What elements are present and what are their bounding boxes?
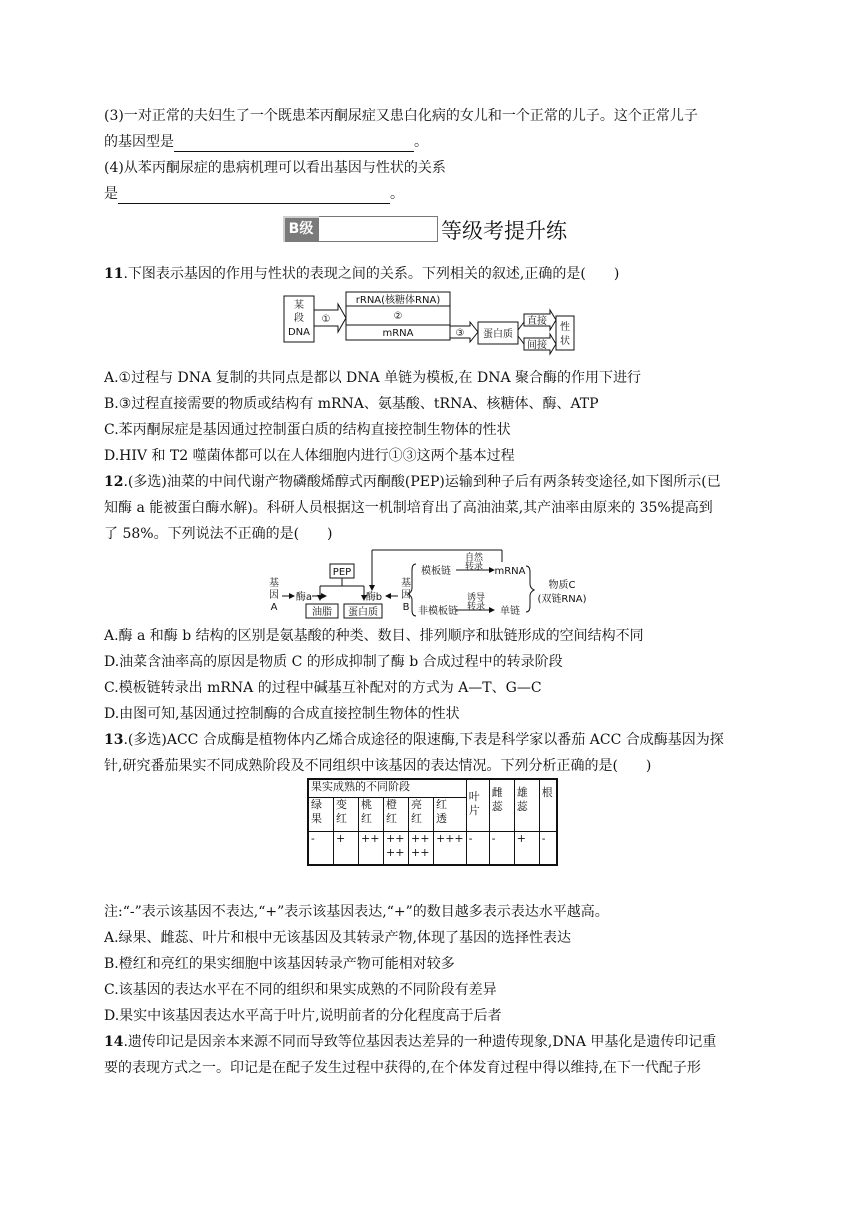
stage-header-turning: 变 红 (334, 797, 359, 831)
induced-2: 转录 (466, 602, 486, 612)
q12-number: 12 (104, 474, 124, 490)
tissue-header-pistil: 雌 蕊 (489, 779, 514, 831)
trait-label-1: 性 (560, 322, 570, 333)
q12-option-d[interactable]: D.由图可知,基因通过控制酶的合成直接控制生物体的性状 (104, 706, 460, 722)
table-cell: +++ (434, 831, 467, 865)
template-strand: 模板链 (421, 566, 451, 577)
gene-a-3: A (270, 602, 278, 613)
stage-header-pink: 桃 红 (359, 797, 384, 831)
q13-option-c[interactable]: C.该基因的表达水平在不同的组织和果实成熟的不同阶段有差异 (104, 982, 497, 998)
q3-answer-blank[interactable] (174, 137, 414, 152)
dna-label-1: 某 (294, 300, 304, 311)
tissue-header-leaf: 叶 片 (466, 779, 489, 831)
expression-table (307, 778, 558, 866)
table-cell: + (514, 831, 539, 865)
q13-option-b[interactable]: B.橙红和亮红的果实细胞中该基因转录产物可能相对较多 (104, 956, 455, 972)
q13-number: 13 (104, 732, 124, 748)
table-cell: + (334, 831, 359, 865)
q14-text-1: .遗传印记是因亲本来源不同而导致等位基因表达差异的一种遗传现象,DNA 甲基化是遗传印记重 (123, 1034, 717, 1050)
trait-label-2: 状 (560, 336, 570, 347)
q11-option-c[interactable]: C.苯丙酮尿症是基因通过控制蛋白质的结构直接控制生物体的性状 (104, 422, 511, 438)
step-2: ② (393, 311, 403, 322)
q12-stem-text-1: .(多选)油菜的中间代谢产物磷酸烯醇式丙酮酸(PEP)运输到种子后有两条转变途径,如下图所示(已 (123, 474, 721, 490)
q13-option-a[interactable]: A.绿果、雌蕊、叶片和根中无该基因及其转录产物,体现了基因的选择性表达 (104, 930, 572, 946)
q11-stem-text: .下图表示基因的作用与性状的表现之间的关系。下列相关的叙述,正确的是( ) (123, 266, 620, 282)
protein-label-12: 蛋白质 (348, 607, 378, 618)
q4-line2 (104, 184, 404, 204)
q4-text: 是 (104, 186, 118, 202)
q13-note: 注:“-”表示该基因不表达,“+”表示该基因表达,“+”的数目越多表示表达水平越高。 (104, 904, 609, 920)
pep-label: PEP (332, 567, 352, 578)
q14-number: 14 (104, 1034, 124, 1050)
oil-label: 油脂 (312, 607, 332, 618)
gene-b-3: B (402, 602, 410, 613)
q3-line1: (3)一对正常的夫妇生了一个既患苯丙酮尿症又患白化病的女儿和一个正常的儿子。这个正常儿子 (104, 108, 698, 124)
q4-period: 。 (390, 186, 404, 202)
mrna-label-12: mRNA (494, 566, 526, 577)
q11-stem (104, 264, 619, 284)
protein-label: 蛋白质 (483, 329, 513, 340)
q3-text: 的基因型是 (104, 134, 174, 150)
dna-label-2: 段 (294, 313, 304, 324)
q11-option-a[interactable]: A.①过程与 DNA 复制的共同点是都以 DNA 单链为模板,在 DNA 聚合酶的作用下进行 (104, 370, 642, 386)
gene-b-2: 因 (401, 590, 411, 601)
q12-option-c[interactable]: C.模板链转录出 mRNA 的过程中碱基互补配对的方式为 A—T、G—C (104, 680, 542, 696)
stage-header-orange: 橙 红 (384, 797, 409, 831)
nontemplate-strand: 非模板链 (418, 606, 458, 617)
q11-number: 11 (104, 266, 124, 282)
q11-option-b[interactable]: B.③过程直接需要的物质或结构有 mRNA、氨基酸、tRNA、核糖体、酶、ATP (104, 396, 599, 412)
induced-1: 诱导 (466, 593, 486, 603)
natural-1: 自然 (464, 553, 484, 563)
stage-header-green: 绿 果 (308, 797, 334, 831)
q14-line-1 (104, 1032, 716, 1052)
table-cell: - (489, 831, 514, 865)
step-3: ③ (455, 328, 465, 339)
badge-frame (319, 216, 438, 242)
q13-option-d[interactable]: D.果实中该基因表达水平高于叶片,说明前者的分化程度高于后者 (104, 1008, 502, 1024)
tissue-header-root: 根 (539, 779, 557, 831)
stage-header-red: 红 透 (434, 797, 467, 831)
q3-period: 。 (414, 134, 428, 150)
gene-a-1: 基 (269, 578, 279, 589)
q14-line-2: 要的表现方式之一。印记是在配子发生过程中获得的,在个体发育过程中得以维持,在下一代配子形 (104, 1060, 701, 1076)
direct-label: 直接 (527, 316, 547, 327)
tissue-header-stamen: 雄 蕊 (514, 779, 539, 831)
indirect-label: 间接 (527, 340, 547, 351)
q11-diagram (282, 290, 582, 356)
level-badge: B级 (283, 216, 319, 242)
q11-option-d[interactable]: D.HIV 和 T2 噬菌体都可以在人体细胞内进行①③这两个基本过程 (104, 448, 515, 464)
q12-stem-1 (104, 472, 721, 492)
q4-line1: (4)从苯丙酮尿症的患病机理可以看出基因与性状的关系 (104, 160, 446, 176)
q13-stem-1 (104, 730, 724, 750)
enzyme-b: 酶b (365, 592, 383, 603)
mrna-label: mRNA (382, 328, 414, 339)
table-cell: ++ (359, 831, 384, 865)
stage-header-bright: 亮 红 (409, 797, 434, 831)
step-1: ① (321, 314, 331, 325)
natural-2: 转录 (464, 562, 484, 572)
single-strand: 单链 (500, 606, 520, 617)
table-cell: - (539, 831, 557, 865)
gene-a-2: 因 (269, 590, 279, 601)
table-cell: ++ ++ (384, 831, 409, 865)
stage-group-header: 果实成熟的不同阶段 (308, 779, 466, 797)
q12-stem-2: 知酶 a 能被蛋白酶水解)。科研人员根据这一机制培育出了高油油菜,其产油率由原来的 35%提高到 (104, 500, 713, 516)
table-cell: - (308, 831, 334, 865)
q12-option-a[interactable]: A.酶 a 和酶 b 结构的区别是氨基酸的种类、数目、排列顺序和肽链形成的空间结构不同 (104, 628, 644, 644)
rrna-label: rRNA(核糖体RNA) (355, 295, 441, 306)
table-cell: ++ ++ (409, 831, 434, 865)
substance-c: 物质C (548, 580, 576, 591)
q12-stem-3: 了 58%。下列说法不正确的是( ) (104, 526, 333, 542)
q13-stem-text-1: .(多选)ACC 合成酶是植物体内乙烯合成途径的限速酶,下表是科学家以番茄 ACC 合成酶基因为探 (123, 732, 724, 748)
q4-answer-blank[interactable] (118, 189, 390, 204)
q12-option-b[interactable]: D.油菜含油率高的原因是物质 C 的形成抑制了酶 b 合成过程中的转录阶段 (104, 654, 563, 670)
q13-stem-2: 针,研究番茄果实不同成熟阶段及不同组织中该基因的表达情况。下列分析正确的是( ) (104, 758, 652, 774)
dsrna-label: (双链RNA) (537, 594, 587, 605)
enzyme-a: 酶a (295, 592, 313, 603)
q3-line2 (104, 132, 428, 152)
table-cell: - (466, 831, 489, 865)
gene-b-1: 基 (401, 578, 411, 589)
q12-diagram (268, 544, 598, 622)
dna-label-3: DNA (287, 327, 311, 338)
section-title: 等级考提升练 (441, 219, 567, 243)
